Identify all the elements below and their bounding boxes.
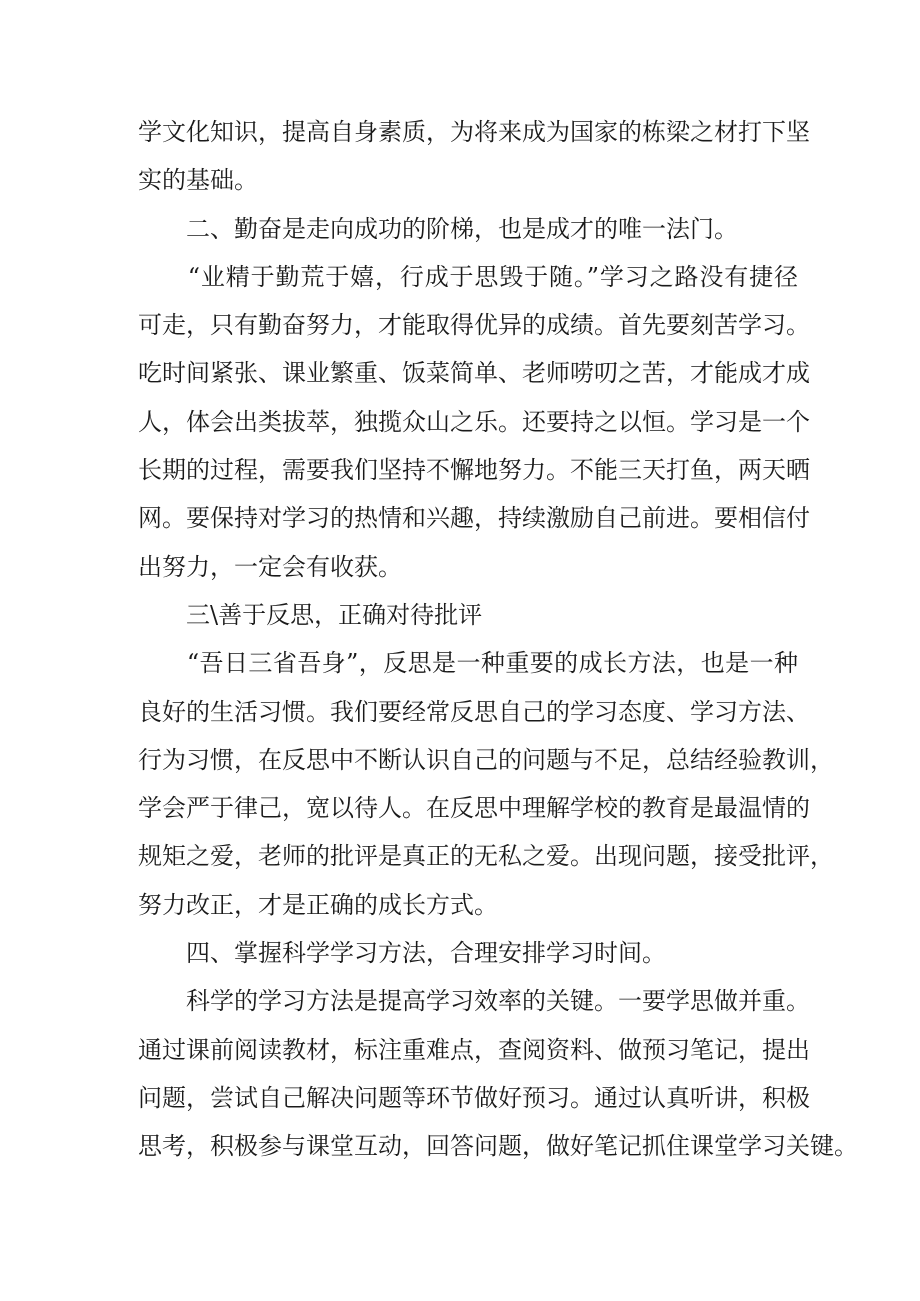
section-heading-4: 四、掌握科学学习方法，合理安排学习时间。 <box>138 939 666 968</box>
text-line: 通过课前阅读教材，标注重难点，查阅资料、做预习笔记，提出 <box>138 1035 810 1064</box>
text-line: 学会严于律己，宽以待人。在反思中理解学校的教育是最温情的 <box>138 794 810 823</box>
text-line: 规矩之爱，老师的批评是真正的无私之爱。出现问题，接受批评， <box>138 842 834 871</box>
text-line: 学文化知识，提高自身素质，为将来成为国家的栋梁之材打下坚 <box>138 118 810 146</box>
text-line: 问题，尝试自己解决问题等环节做好预习。通过认真听讲，积极 <box>138 1083 810 1112</box>
text-line: “吾日三省吾身”，反思是一种重要的成长方法，也是一种 <box>138 649 798 678</box>
text-line: 可走，只有勤奋努力，才能取得优异的成绩。首先要刻苦学习。 <box>138 311 810 340</box>
text-line: 长期的过程，需要我们坚持不懈地努力。不能三天打鱼，两天晒 <box>138 456 810 485</box>
text-line: 网。要保持对学习的热情和兴趣，持续激励自己前进。要相信付 <box>138 504 810 533</box>
text-line: 吃时间紧张、课业繁重、饭菜简单、老师唠叨之苦，才能成才成 <box>138 359 810 388</box>
text-line: 努力改正，才是正确的成长方式。 <box>138 890 498 919</box>
text-line: 实的基础。 <box>138 166 258 195</box>
text-line: 科学的学习方法是提高学习效率的关键。一要学思做并重。 <box>138 987 810 1016</box>
section-heading-3: 三\善于反思，正确对待批评 <box>138 600 483 629</box>
text-line: 思考，积极参与课堂互动，回答问题，做好笔记抓住课堂学习关键。 <box>138 1132 858 1161</box>
text-line: 出努力，一定会有收获。 <box>138 552 402 581</box>
document-page <box>138 108 858 1171</box>
text-line: “业精于勤荒于嬉，行成于思毁于随。”学习之路没有捷径 <box>138 262 798 291</box>
text-line: 人，体会出类拔萃，独揽众山之乐。还要持之以恒。学习是一个 <box>138 407 810 436</box>
section-heading-2: 二、勤奋是走向成功的阶梯，也是成才的唯一法门。 <box>138 214 738 243</box>
text-line: 良好的生活习惯。我们要经常反思自己的学习态度、学习方法、 <box>138 697 810 726</box>
text-line: 行为习惯，在反思中不断认识自己的问题与不足，总结经验教训， <box>138 745 834 774</box>
